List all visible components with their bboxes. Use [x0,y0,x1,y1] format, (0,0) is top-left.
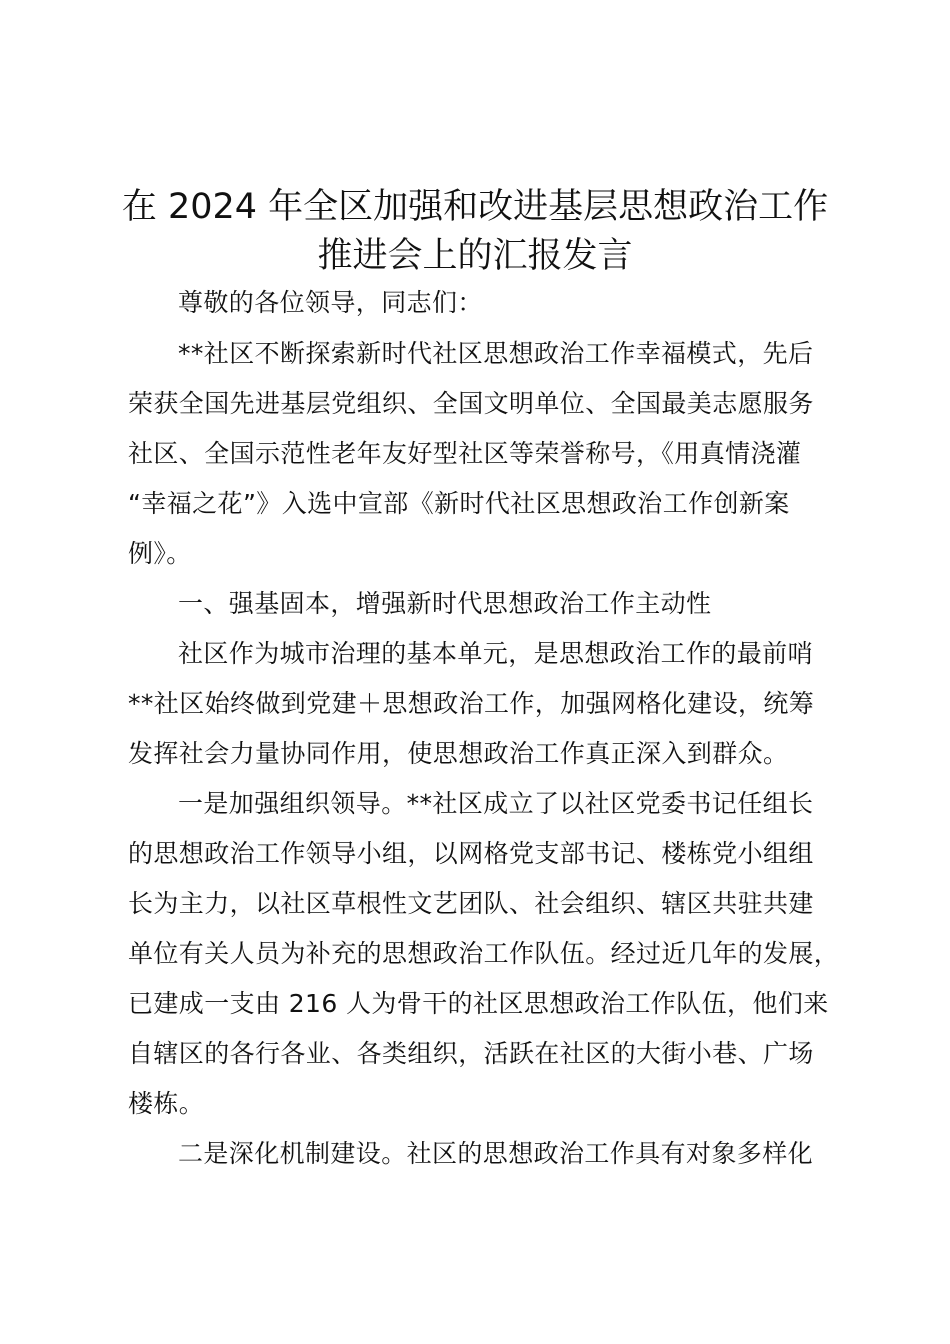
paragraph-line: **社区不断探索新时代社区思想政治工作幸福模式，先后 [178,339,814,368]
paragraph-line: 一是加强组织领导。**社区成立了以社区党委书记任组长 [178,789,814,818]
paragraph-line: 二是深化机制建设。社区的思想政治工作具有对象多样化 [178,1139,814,1168]
paragraph-line: 自辖区的各行各业、各类组织，活跃在社区的大街小巷、广场 [128,1039,814,1068]
paragraph-line: 荣获全国先进基层党组织、全国文明单位、全国最美志愿服务 [128,389,814,418]
paragraph-line: 已建成一支由 216 人为骨干的社区思想政治工作队伍，他们来 [128,989,829,1018]
paragraph-line: 发挥社会力量协同作用，使思想政治工作真正深入到群众。 [128,739,789,768]
paragraph-line: 长为主力，以社区草根性文艺团队、社会组织、辖区共驻共建 [128,889,814,918]
paragraph-line: 楼栋。 [128,1089,205,1118]
paragraph-line: “幸福之花”》入选中宣部《新时代社区思想政治工作创新案 [128,489,790,518]
paragraph-line: 社区作为城市治理的基本单元，是思想政治工作的最前哨 [178,639,814,668]
document-title-line-2: 推进会上的汇报发言 [317,236,633,276]
paragraph-line: 例》。 [128,539,192,568]
paragraph-line: 的思想政治工作领导小组，以网格党支部书记、楼栋党小组组 [128,839,814,868]
paragraph-line: 社区、全国示范性老年友好型社区等荣誉称号，《用真情浇灌 [128,439,802,468]
paragraph-line: **社区始终做到党建＋思想政治工作，加强网格化建设，统筹 [128,689,815,718]
document-title-line-1: 在 2024 年全区加强和改进基层思想政治工作 [121,187,829,227]
section-heading: 一、强基固本，增强新时代思想政治工作主动性 [178,589,712,618]
paragraph-line: 单位有关人员为补充的思想政治工作队伍。经过近几年的发展， [128,939,840,968]
salutation: 尊敬的各位领导，同志们： [178,288,483,317]
